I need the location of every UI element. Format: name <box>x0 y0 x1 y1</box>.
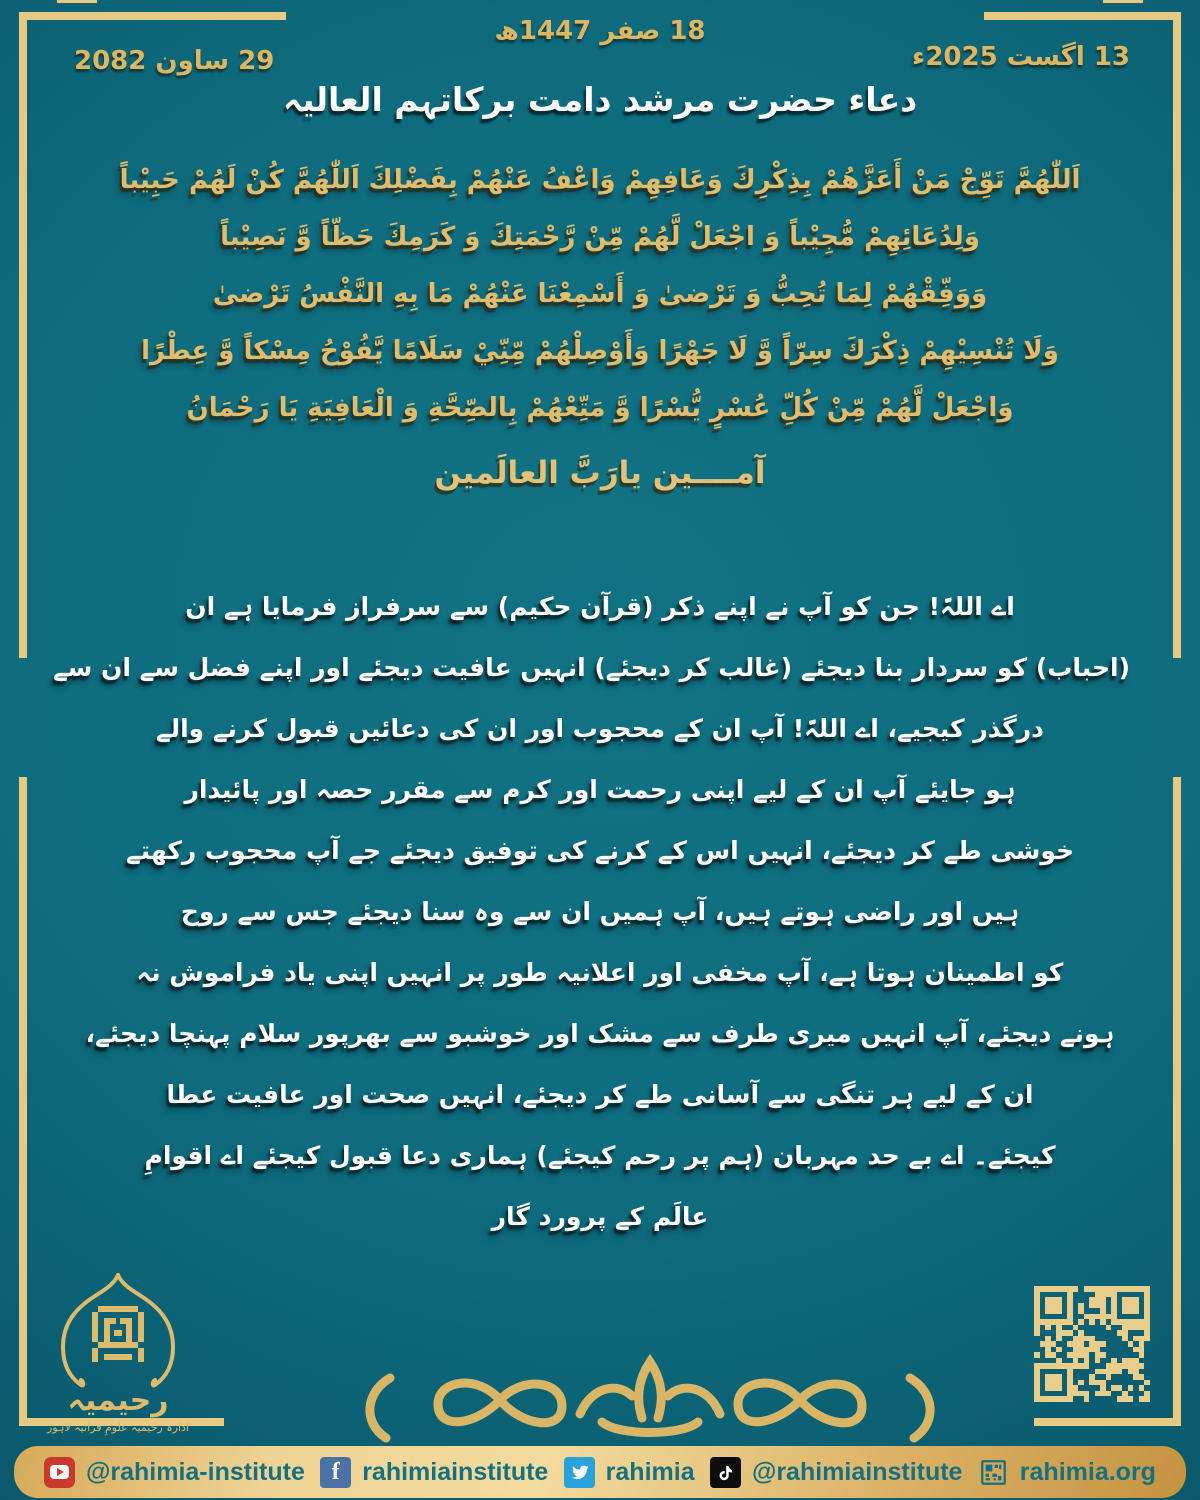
logo-subtitle: ادارہ رحیمیہ علومِ قرآنیہ لاہور <box>47 1421 189 1434</box>
urdu-translation-block <box>53 576 1130 1247</box>
translation-line: خوشی طے کر دیجئے، انہیں اس کے کرنے کی توفیق دیجئے جے آپ محجوب رکھتے <box>125 836 1075 865</box>
prayer-line: وَلَا تُنْسِيْهِمْ ذِكْرَكَ سِرّاً وَّ لَا جَهْرًا وَأَوْصِلْهُمْ مِّنِّيْ سَلَامًا يَّفُوْحُ مِسْكاً وَّ عِطْرًا <box>141 336 1059 366</box>
translation-line: ہونے دیجئے، آپ انہیں میری طرف سے مشک اور خوشبو سے بھرپور سلام پہنچا دیجئے، <box>85 1019 1115 1048</box>
footer-item-twitter[interactable] <box>564 1457 695 1488</box>
twitter-handle: rahimia <box>605 1457 695 1486</box>
ameen-line: آمــــين يارَبَّ العالَمين <box>434 455 766 491</box>
translation-line: (احباب) کو سردار بنا دیجئے (غالب کر دیجئے) انہیں عافیت دیجئے اور اپنے فضل سے ان سے <box>53 653 1130 682</box>
date-gregorian: 13 اگست 2025ء <box>912 42 1130 72</box>
youtube-handle: @rahimia-institute <box>86 1457 305 1486</box>
footer-item-youtube[interactable] <box>44 1457 305 1488</box>
prayer-line: وَلِدُعَائِهِمْ مُّجِيْباً وَ اجْعَلْ لَّهُمْ مِّنْ رَّحْمَتِكَ وَ كَرَمِكَ حَظّاً وَّ نَصِيْباً <box>220 222 980 252</box>
date-bikrami: 29 ساون 2082 <box>74 46 275 76</box>
prayer-line: وَاجْعَلْ لَّهُمْ مِّنْ كُلِّ عُسْرٍ يُّسْرًا وَّ مَتِّعْهُمْ بِالصِّحَّةِ وَ الْعَافِيَةِ يَا رَحْمَانُ <box>186 393 1014 423</box>
qr-code <box>1034 1286 1150 1402</box>
translation-line: کو اطمینان ہوتا ہے، آپ مخفی اور اعلانیہ طور پر انہیں اپنی یاد فراموش نہ <box>136 958 1064 987</box>
translation-line: کیجئے۔ اے بے حد مہربان (ہم پر رحم کیجئے) ہماری دعا قبول کیجئے اے اقوامِ <box>144 1141 1056 1170</box>
top-edge-tick-right <box>1103 0 1143 3</box>
tiktok-handle: @rahimiainstitute <box>751 1457 963 1486</box>
translation-line: ان کے لیے ہر تنگی سے آسانی طے کر دیجئے، انہیں صحت اور عافیت عطا <box>166 1080 1034 1109</box>
translation-line: عالَم کے پرورد گار <box>491 1202 709 1231</box>
frame-bottom-right <box>1034 1418 1180 1426</box>
website-url: rahimia.org <box>1019 1457 1156 1486</box>
footer-item-website[interactable] <box>978 1457 1156 1488</box>
frame-right-lower <box>1173 777 1181 1426</box>
tiktok-icon <box>710 1457 741 1488</box>
youtube-icon <box>44 1457 75 1488</box>
footer-social-bar <box>14 1446 1186 1498</box>
frame-left-lower <box>19 777 27 1426</box>
date-hijri: 18 صفر 1447ھ <box>494 16 706 46</box>
prayer-line: اَللّٰهُمَّ تَوِّجْ مَنْ أَعَزَّهُمْ بِذِكْرِكَ وَعَافِهِمْ وَاعْفُ عَنْهُمْ بِفَضْلِكَ اَللّٰهُمَّ كُنْ لَهُمْ حَبِيْباً <box>119 165 1081 195</box>
website-qr-icon <box>978 1457 1009 1488</box>
logo-name: رحیمیہ <box>67 1383 169 1418</box>
facebook-handle: rahimiainstitute <box>362 1457 549 1486</box>
translation-line: اے اللہّ! جن کو آپ نے اپنے ذکر (قرآن حکیم) سے سرفراز فرمایا ہے ان <box>185 592 1015 621</box>
footer-item-facebook[interactable] <box>320 1457 548 1488</box>
prayer-line: وَوَفِّقْهُمْ لِمَا تُحِبُّ وَ تَرْضىٰ وَ أَسْمِعْنَا عَنْهُمْ مَا بِهِ النَّفْسُ تَرْضىٰ <box>212 279 988 309</box>
mosque-arch-icon <box>40 1268 196 1440</box>
calligraphic-flourish-icon <box>270 1352 1030 1448</box>
page-title: دعاء حضرت مرشد دامت برکاتہم العالیہ <box>282 80 918 119</box>
top-edge-tick-left <box>57 0 97 3</box>
rahimia-logo <box>40 1268 196 1440</box>
arabic-prayer-block <box>55 152 1145 437</box>
translation-line: درگذر کیجیے، اے اللہّ! آپ ان کے محجوب اور ان کی دعائیں قبول کرنے والے <box>156 714 1044 743</box>
translation-line: ہیں اور راضی ہوتے ہیں، آپ ہمیں ان سے وہ سنا دیجئے جس سے روح <box>180 897 1020 926</box>
footer-item-tiktok[interactable] <box>710 1457 963 1488</box>
translation-line: ہو جایئے آپ ان کے لیے اپنی رحمت اور کرم سے مقرر حصہ اور پائیدار <box>184 775 1016 804</box>
facebook-icon: f <box>320 1457 351 1488</box>
twitter-icon <box>564 1457 595 1488</box>
